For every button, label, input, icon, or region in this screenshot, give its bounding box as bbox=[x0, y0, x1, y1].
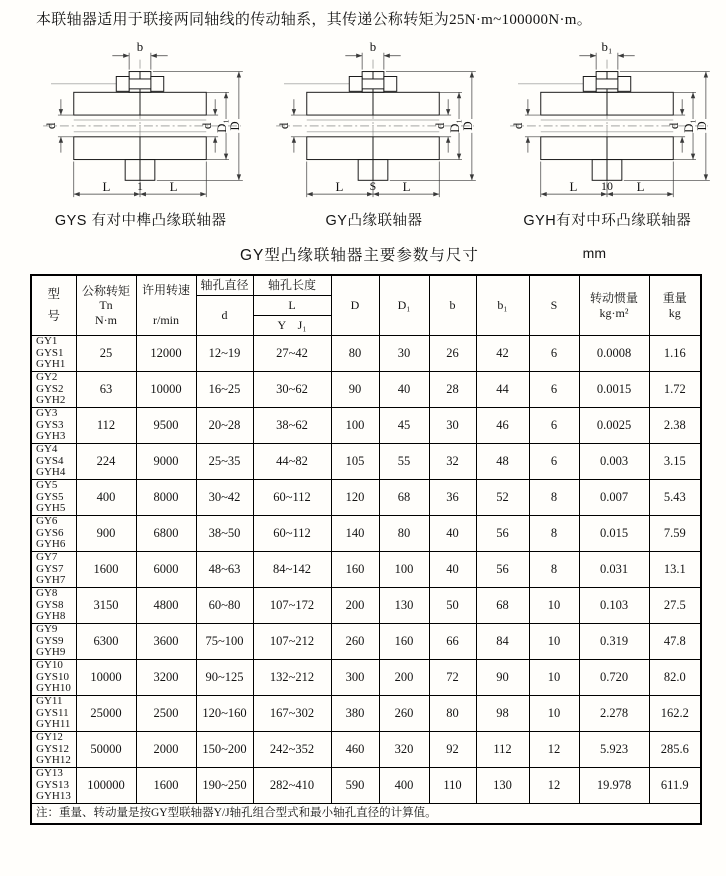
dim-label-center: 1 bbox=[137, 179, 144, 194]
dimension-left-d bbox=[277, 99, 307, 152]
cell-speed: 6800 bbox=[136, 515, 196, 551]
cell-model: GY12 GYS12 GYH12 bbox=[31, 731, 76, 767]
cell-model: GY8 GYS8 GYH8 bbox=[31, 587, 76, 623]
cell-b1: 90 bbox=[476, 659, 529, 695]
cell-speed: 6000 bbox=[136, 551, 196, 587]
cell-inertia: 0.0008 bbox=[579, 335, 649, 371]
cell-D: 260 bbox=[331, 623, 379, 659]
drawing-caption: GYS 有对中榫凸缘联轴器 bbox=[54, 213, 227, 230]
cell-model: GY9 GYS9 GYH9 bbox=[31, 623, 76, 659]
dim-label-top: b bbox=[136, 40, 144, 55]
cell-D1: 130 bbox=[379, 587, 429, 623]
cell-weight: 1.72 bbox=[649, 371, 701, 407]
cell-D1: 40 bbox=[379, 371, 429, 407]
header-b1: b₁ bbox=[476, 275, 529, 335]
cell-inertia: 5.923 bbox=[579, 731, 649, 767]
cell-D1: 400 bbox=[379, 767, 429, 803]
cell-torque: 25000 bbox=[76, 695, 136, 731]
cell-b1: 84 bbox=[476, 623, 529, 659]
cell-D1: 45 bbox=[379, 407, 429, 443]
cell-b: 32 bbox=[429, 443, 476, 479]
cell-weight: 27.5 bbox=[649, 587, 701, 623]
cell-b: 26 bbox=[429, 335, 476, 371]
cell-torque: 6300 bbox=[76, 623, 136, 659]
cell-weight: 162.2 bbox=[649, 695, 701, 731]
cell-bore-diameter: 60~80 bbox=[196, 587, 253, 623]
cell-b: 30 bbox=[429, 407, 476, 443]
cell-speed: 1600 bbox=[136, 767, 196, 803]
cell-D: 120 bbox=[331, 479, 379, 515]
cell-speed: 8000 bbox=[136, 479, 196, 515]
cell-weight: 7.59 bbox=[649, 515, 701, 551]
cell-inertia: 0.720 bbox=[579, 659, 649, 695]
cell-D: 300 bbox=[331, 659, 379, 695]
cell-bore-diameter: 120~160 bbox=[196, 695, 253, 731]
cell-S: 10 bbox=[529, 659, 579, 695]
cell-bore-diameter: 20~28 bbox=[196, 407, 253, 443]
cell-b: 66 bbox=[429, 623, 476, 659]
cell-D: 90 bbox=[331, 371, 379, 407]
cell-bore-length: 27~42 bbox=[253, 335, 331, 371]
dim-label-D1: D₁ bbox=[215, 119, 230, 134]
cell-bore-diameter: 16~25 bbox=[196, 371, 253, 407]
cell-inertia: 2.278 bbox=[579, 695, 649, 731]
dim-label-left-d: d bbox=[277, 122, 292, 130]
cell-b1: 48 bbox=[476, 443, 529, 479]
cell-speed: 3200 bbox=[136, 659, 196, 695]
cell-b1: 68 bbox=[476, 587, 529, 623]
cell-S: 6 bbox=[529, 443, 579, 479]
dim-label-top: b bbox=[370, 40, 377, 55]
bolt bbox=[350, 77, 397, 92]
cell-D1: 55 bbox=[379, 443, 429, 479]
cell-D1: 30 bbox=[379, 335, 429, 371]
cell-model: GY6 GYS6 GYH6 bbox=[31, 515, 76, 551]
cell-weight: 3.15 bbox=[649, 443, 701, 479]
cell-D1: 160 bbox=[379, 623, 429, 659]
cell-bore-length: 107~172 bbox=[253, 587, 331, 623]
cell-b: 36 bbox=[429, 479, 476, 515]
unit-label: mm bbox=[582, 245, 606, 262]
parameters-table bbox=[30, 274, 702, 825]
table-header bbox=[31, 275, 701, 335]
cell-S: 8 bbox=[529, 479, 579, 515]
header-L-sub: L bbox=[253, 295, 331, 315]
dimension-left-d bbox=[44, 99, 74, 152]
table-body bbox=[31, 335, 701, 803]
header-bore-diameter: 轴孔直径 bbox=[196, 275, 253, 295]
cell-D: 80 bbox=[331, 335, 379, 371]
cell-model: GY13 GYS13 GYH13 bbox=[31, 767, 76, 803]
cell-speed: 9000 bbox=[136, 443, 196, 479]
cell-b: 50 bbox=[429, 587, 476, 623]
cell-b: 40 bbox=[429, 515, 476, 551]
cell-bore-length: 30~62 bbox=[253, 371, 331, 407]
cell-S: 6 bbox=[529, 335, 579, 371]
dim-label-D: D bbox=[694, 121, 709, 131]
header-model: 型号 bbox=[31, 275, 76, 335]
header-D: D bbox=[331, 275, 379, 335]
cell-bore-length: 282~410 bbox=[253, 767, 331, 803]
cell-D1: 68 bbox=[379, 479, 429, 515]
cell-weight: 13.1 bbox=[649, 551, 701, 587]
cell-speed: 2500 bbox=[136, 695, 196, 731]
coupling-figure bbox=[257, 32, 490, 230]
cell-b: 80 bbox=[429, 695, 476, 731]
header-S: S bbox=[529, 275, 579, 335]
cell-inertia: 0.103 bbox=[579, 587, 649, 623]
table-row bbox=[31, 623, 701, 659]
cell-S: 8 bbox=[529, 551, 579, 587]
coupling-figure bbox=[24, 32, 257, 230]
cell-weight: 285.6 bbox=[649, 731, 701, 767]
table-row bbox=[31, 515, 701, 551]
bolt bbox=[116, 77, 163, 92]
cell-bore-diameter: 90~125 bbox=[196, 659, 253, 695]
table-row bbox=[31, 551, 701, 587]
cell-bore-diameter: 75~100 bbox=[196, 623, 253, 659]
cell-inertia: 0.015 bbox=[579, 515, 649, 551]
bolt bbox=[583, 77, 630, 92]
cell-speed: 10000 bbox=[136, 371, 196, 407]
cell-S: 10 bbox=[529, 695, 579, 731]
cell-D1: 100 bbox=[379, 551, 429, 587]
cell-D1: 200 bbox=[379, 659, 429, 695]
cell-D1: 320 bbox=[379, 731, 429, 767]
cell-torque: 224 bbox=[76, 443, 136, 479]
cell-D: 460 bbox=[331, 731, 379, 767]
cell-S: 6 bbox=[529, 371, 579, 407]
table-title-row bbox=[0, 243, 726, 267]
header-torque: 公称转矩 Tn N·m bbox=[76, 275, 136, 335]
cell-model: GY5 GYS5 GYH5 bbox=[31, 479, 76, 515]
cell-speed: 12000 bbox=[136, 335, 196, 371]
cell-model: GY7 GYS7 GYH7 bbox=[31, 551, 76, 587]
cell-D: 160 bbox=[331, 551, 379, 587]
cell-bore-diameter: 48~63 bbox=[196, 551, 253, 587]
cell-b: 40 bbox=[429, 551, 476, 587]
cell-inertia: 0.0015 bbox=[579, 371, 649, 407]
dim-label-L-right: L bbox=[403, 180, 412, 195]
cell-weight: 2.38 bbox=[649, 407, 701, 443]
note-text: 注：重量、转动量是按GY型联轴器Y/J轴孔组合型式和最小轴孔直径的计算值。 bbox=[31, 803, 701, 824]
table-row bbox=[31, 443, 701, 479]
cell-b: 92 bbox=[429, 731, 476, 767]
cell-bore-length: 38~62 bbox=[253, 407, 331, 443]
dim-label-center: S bbox=[370, 179, 377, 194]
cell-inertia: 19.978 bbox=[579, 767, 649, 803]
table-row bbox=[31, 659, 701, 695]
cell-D: 380 bbox=[331, 695, 379, 731]
cell-torque: 25 bbox=[76, 335, 136, 371]
cell-b: 110 bbox=[429, 767, 476, 803]
dim-label-right-d: d bbox=[433, 122, 448, 130]
cell-bore-diameter: 25~35 bbox=[196, 443, 253, 479]
cell-weight: 47.8 bbox=[649, 623, 701, 659]
dim-label-D: D bbox=[228, 121, 243, 131]
header-YJ1-sub: Y J₁ bbox=[253, 315, 331, 335]
dim-label-D: D bbox=[461, 121, 476, 131]
table-row bbox=[31, 407, 701, 443]
cell-speed: 4800 bbox=[136, 587, 196, 623]
coupling-drawing bbox=[28, 32, 253, 208]
table-row bbox=[31, 371, 701, 407]
cell-D: 100 bbox=[331, 407, 379, 443]
header-d-sub: d bbox=[196, 295, 253, 335]
cell-bore-diameter: 38~50 bbox=[196, 515, 253, 551]
cell-bore-length: 44~82 bbox=[253, 443, 331, 479]
cell-b1: 112 bbox=[476, 731, 529, 767]
drawing-caption: GY凸缘联轴器 bbox=[325, 213, 423, 230]
cell-bore-length: 60~112 bbox=[253, 515, 331, 551]
dim-label-D1: D₁ bbox=[681, 119, 696, 134]
cell-model: GY3 GYS3 GYH3 bbox=[31, 407, 76, 443]
header-inertia: 转动惯量 kg·m² bbox=[579, 275, 649, 335]
cell-bore-diameter: 190~250 bbox=[196, 767, 253, 803]
drawings-row bbox=[0, 30, 726, 230]
cell-D: 140 bbox=[331, 515, 379, 551]
cell-torque: 400 bbox=[76, 479, 136, 515]
cell-inertia: 0.031 bbox=[579, 551, 649, 587]
intro-text: 本联轴器适用于联接两同轴线的传动轴系，其传递公称转矩为25N·m~100000N·m。 bbox=[36, 12, 593, 28]
cell-b1: 98 bbox=[476, 695, 529, 731]
cell-S: 12 bbox=[529, 767, 579, 803]
cell-S: 6 bbox=[529, 407, 579, 443]
cell-torque: 3150 bbox=[76, 587, 136, 623]
cell-b1: 130 bbox=[476, 767, 529, 803]
cell-speed: 9500 bbox=[136, 407, 196, 443]
cell-torque: 900 bbox=[76, 515, 136, 551]
drawing-caption: GYH有对中环凸缘联轴器 bbox=[523, 213, 692, 230]
table-row bbox=[31, 731, 701, 767]
cell-torque: 63 bbox=[76, 371, 136, 407]
dim-label-L-right: L bbox=[636, 180, 645, 195]
cell-torque: 100000 bbox=[76, 767, 136, 803]
cell-b: 28 bbox=[429, 371, 476, 407]
dim-label-left-d: d bbox=[510, 122, 525, 130]
dim-label-right-d: d bbox=[667, 122, 682, 130]
cell-inertia: 0.0025 bbox=[579, 407, 649, 443]
cell-weight: 1.16 bbox=[649, 335, 701, 371]
cell-bore-length: 167~302 bbox=[253, 695, 331, 731]
table-row bbox=[31, 335, 701, 371]
cell-inertia: 0.007 bbox=[579, 479, 649, 515]
cell-torque: 50000 bbox=[76, 731, 136, 767]
table-row bbox=[31, 695, 701, 731]
coupling-drawing bbox=[261, 32, 486, 208]
header-b: b bbox=[429, 275, 476, 335]
dim-label-L-left: L bbox=[335, 180, 344, 195]
dim-label-D1: D₁ bbox=[448, 119, 463, 134]
header-weight: 重量 kg bbox=[649, 275, 701, 335]
dim-label-top: b₁ bbox=[601, 40, 613, 55]
dim-label-right-d: d bbox=[200, 122, 215, 130]
cell-b1: 42 bbox=[476, 335, 529, 371]
dim-label-left-d: d bbox=[44, 122, 59, 130]
cell-model: GY4 GYS4 GYH4 bbox=[31, 443, 76, 479]
cell-model: GY11 GYS11 GYH11 bbox=[31, 695, 76, 731]
cell-speed: 2000 bbox=[136, 731, 196, 767]
header-bore-length: 轴孔长度 bbox=[253, 275, 331, 295]
cell-weight: 82.0 bbox=[649, 659, 701, 695]
cell-bore-diameter: 150~200 bbox=[196, 731, 253, 767]
cell-S: 10 bbox=[529, 623, 579, 659]
cell-D1: 80 bbox=[379, 515, 429, 551]
header-speed: 许用转速 r/min bbox=[136, 275, 196, 335]
dim-label-center: 10 bbox=[600, 179, 613, 194]
cell-S: 10 bbox=[529, 587, 579, 623]
dim-label-L-left: L bbox=[569, 180, 578, 195]
header-D1: D₁ bbox=[379, 275, 429, 335]
cell-S: 8 bbox=[529, 515, 579, 551]
cell-b1: 56 bbox=[476, 515, 529, 551]
coupling-figure bbox=[491, 32, 724, 230]
cell-inertia: 0.003 bbox=[579, 443, 649, 479]
cell-bore-length: 107~212 bbox=[253, 623, 331, 659]
cell-speed: 3600 bbox=[136, 623, 196, 659]
cell-D: 590 bbox=[331, 767, 379, 803]
cell-D1: 260 bbox=[379, 695, 429, 731]
cell-b1: 44 bbox=[476, 371, 529, 407]
table-row bbox=[31, 479, 701, 515]
cell-model: GY10 GYS10 GYH10 bbox=[31, 659, 76, 695]
cell-inertia: 0.319 bbox=[579, 623, 649, 659]
cell-model: GY2 GYS2 GYH2 bbox=[31, 371, 76, 407]
page bbox=[0, 10, 726, 876]
dim-label-L-right: L bbox=[169, 180, 178, 195]
cell-D: 105 bbox=[331, 443, 379, 479]
cell-D: 200 bbox=[331, 587, 379, 623]
coupling-drawing bbox=[495, 32, 720, 208]
cell-b: 72 bbox=[429, 659, 476, 695]
cell-bore-diameter: 12~19 bbox=[196, 335, 253, 371]
dimension-left-d bbox=[511, 99, 541, 152]
cell-S: 12 bbox=[529, 731, 579, 767]
cell-bore-length: 84~142 bbox=[253, 551, 331, 587]
table-row bbox=[31, 587, 701, 623]
cell-model: GY1 GYS1 GYH1 bbox=[31, 335, 76, 371]
cell-b1: 52 bbox=[476, 479, 529, 515]
cell-b1: 56 bbox=[476, 551, 529, 587]
note-row bbox=[31, 803, 701, 824]
table-row bbox=[31, 767, 701, 803]
table-title: GY型凸缘联轴器主要参数与尺寸 bbox=[240, 247, 479, 265]
cell-bore-length: 60~112 bbox=[253, 479, 331, 515]
cell-b1: 46 bbox=[476, 407, 529, 443]
dim-label-L-left: L bbox=[102, 180, 111, 195]
cell-bore-length: 132~212 bbox=[253, 659, 331, 695]
cell-weight: 5.43 bbox=[649, 479, 701, 515]
cell-torque: 1600 bbox=[76, 551, 136, 587]
cell-torque: 10000 bbox=[76, 659, 136, 695]
cell-weight: 611.9 bbox=[649, 767, 701, 803]
cell-bore-diameter: 30~42 bbox=[196, 479, 253, 515]
cell-torque: 112 bbox=[76, 407, 136, 443]
cell-bore-length: 242~352 bbox=[253, 731, 331, 767]
